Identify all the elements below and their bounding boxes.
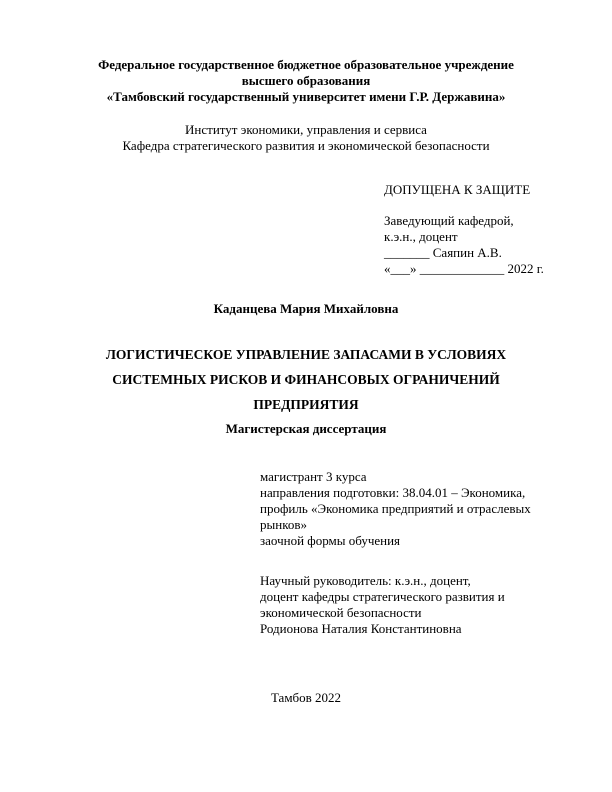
- approval-date: «___» _____________ 2022 г.: [384, 261, 544, 276]
- student-line-1: магистрант 3 курса: [260, 469, 367, 484]
- header-line-3: «Тамбовский государственный университет имени Г.Р. Державина»: [106, 89, 506, 104]
- approval-role: Заведующий кафедрой,: [384, 213, 514, 228]
- city-year: Тамбов 2022: [270, 690, 342, 705]
- thesis-title-line-3: ПРЕДПРИЯТИЯ: [253, 397, 359, 412]
- supervisor-line-4: Родионова Наталия Константиновна: [260, 621, 462, 636]
- thesis-type: Магистерская диссертация: [225, 421, 387, 436]
- student-line-5: заочной формы обучения: [260, 533, 401, 548]
- department-name: Кафедра стратегического развития и экономической безопасности: [122, 138, 490, 153]
- approval-title: ДОПУЩЕНА К ЗАЩИТЕ: [384, 182, 531, 197]
- header-line-2: высшего образования: [241, 73, 371, 88]
- supervisor-line-2: доцент кафедры стратегического развития и: [260, 589, 505, 604]
- student-line-2: направления подготовки: 38.04.01 – Экономика,: [260, 485, 526, 500]
- header-line-1: Федеральное государственное бюджетное образовательное учреждение: [98, 57, 514, 72]
- student-line-4: рынков»: [260, 517, 307, 532]
- author-name: Каданцева Мария Михайловна: [213, 301, 399, 316]
- institute-name: Институт экономики, управления и сервиса: [185, 122, 427, 137]
- approval-degree: к.э.н., доцент: [384, 229, 458, 244]
- supervisor-line-3: экономической безопасности: [260, 605, 422, 620]
- thesis-title-line-1: ЛОГИСТИЧЕСКОЕ УПРАВЛЕНИЕ ЗАПАСАМИ В УСЛОВИЯХ: [105, 347, 507, 362]
- supervisor-line-1: Научный руководитель: к.э.н., доцент,: [260, 573, 471, 588]
- thesis-title-line-2: СИСТЕМНЫХ РИСКОВ И ФИНАНСОВЫХ ОГРАНИЧЕНИЙ: [112, 372, 500, 387]
- student-line-3: профиль «Экономика предприятий и отраслевых: [260, 501, 531, 516]
- approval-signature: _______ Саяпин А.В.: [384, 245, 502, 260]
